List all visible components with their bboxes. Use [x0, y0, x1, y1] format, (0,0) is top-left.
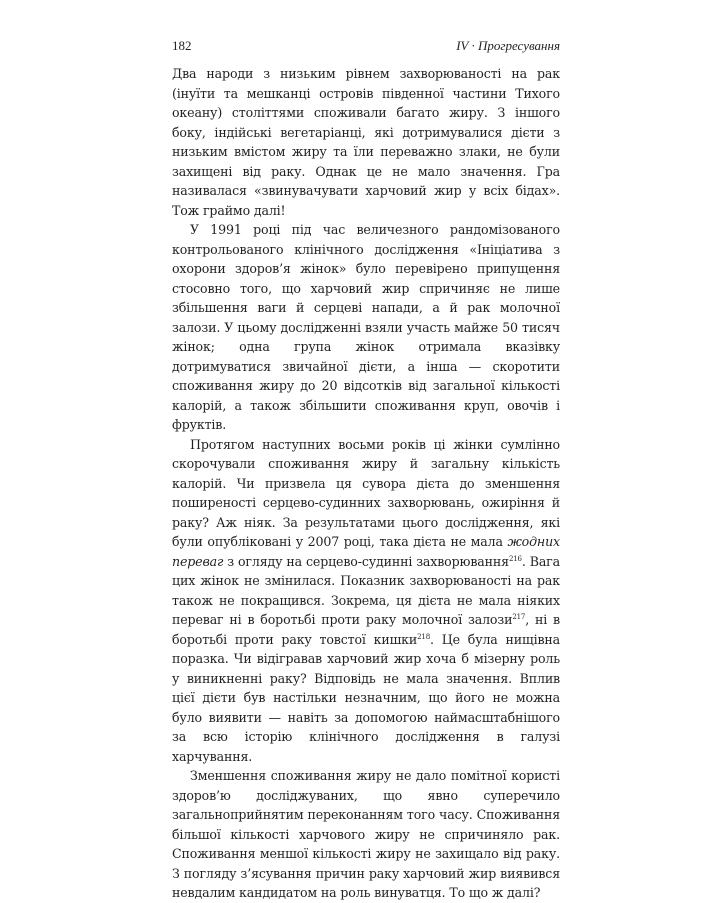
- paragraph-3: [172, 435, 560, 767]
- paragraph-3-text: . Це була нищівна поразка. Чи відігравав харчовий жир хоча б мізерну роль у виникненні раку? Відповідь не мала значення. Вплив цієї дієти був настільки незначним, що його не можна було виявити — навіть за допомогою наймасштабнішого за всю історію клінічного дослідження в галузі харчування.: [172, 631, 561, 764]
- footnote-ref-217[interactable]: 217: [512, 613, 526, 621]
- paragraph-3-text: Протягом наступних восьми років ці жінки сумлінно скорочували споживання жиру й загальну кількість калорій. Чи призвела ця сувора дієта до зменшення поширеності серцево-судинних захворювань, ожиріння й раку? Аж ніяк. За результатами цього дослідження, які були опубліковані у 2007 році, така дієта не мала: [172, 436, 560, 549]
- emphasis-text: жодних переваг: [172, 534, 560, 569]
- page-number: 182: [172, 38, 192, 53]
- footnote-ref-216[interactable]: 216: [508, 554, 522, 563]
- paragraph-3-text: , ні в боротьбі проти раку товстої кишки: [172, 612, 560, 647]
- paragraph-1: Два народи з низьким рівнем захворюваності на рак (інуїти та мешканці островів південної частини Тихого океану) століттями споживали багато жиру. З іншого боку, індійські вегетаріанці, які дотримувалися дієти з низьким вмістом жиру та їли переважно злаки, не були захищені від раку. Однак це не мало значення. Гра називалася «звинувачувати харчовий жир у всіх бідах». Тож граймо далі!: [172, 66, 560, 218]
- body-text: [172, 64, 560, 903]
- paragraph-3-text: . Вага цих жінок не змінилася. Показник захворюваності на рак також не покращився. Зокрема, ця дієта не мала ніяких переваг ні в боротьбі проти раку молочної залози: [172, 553, 560, 627]
- paragraph-2: У 1991 році під час величезного рандомізованого контрольованого клінічного дослідження «Ініціатива з охорони здоров’я жінок» було перевірено припущення стосовно того, що харчовий жир спричиняє не лише збільшення ваги й серцеві напади, а й рак молочної залози. У цьому дослідженні взяли участь майже 50 тисяч жінок; одна група жінок отримала вказівку дотримуватися звичайної дієти, а інша — скоротити споживання жиру до 20 відсотків від загальної кількості калорій, а також збільшити споживання круп, овочів і фруктів.: [172, 222, 560, 432]
- running-head: IV · Прогресування: [456, 38, 560, 53]
- page-header: [172, 38, 560, 56]
- paragraph-3-text: з огляду на серцево-судинні захворювання: [223, 553, 509, 569]
- footnote-ref-218[interactable]: 218: [417, 632, 431, 641]
- paragraph-4: Зменшення споживання жиру не дало помітної користі здоров’ю досліджуваних, що явно суперечило загальноприйнятим переконанням того часу. Споживання більшої кількості харчового жиру не спричиняло рак. Споживання меншої кількості жиру не захищало від раку. З погляду з’ясування причин раку харчовий жир виявився невдалим кандидатом на роль винуватця. То що ж далі?: [172, 768, 560, 900]
